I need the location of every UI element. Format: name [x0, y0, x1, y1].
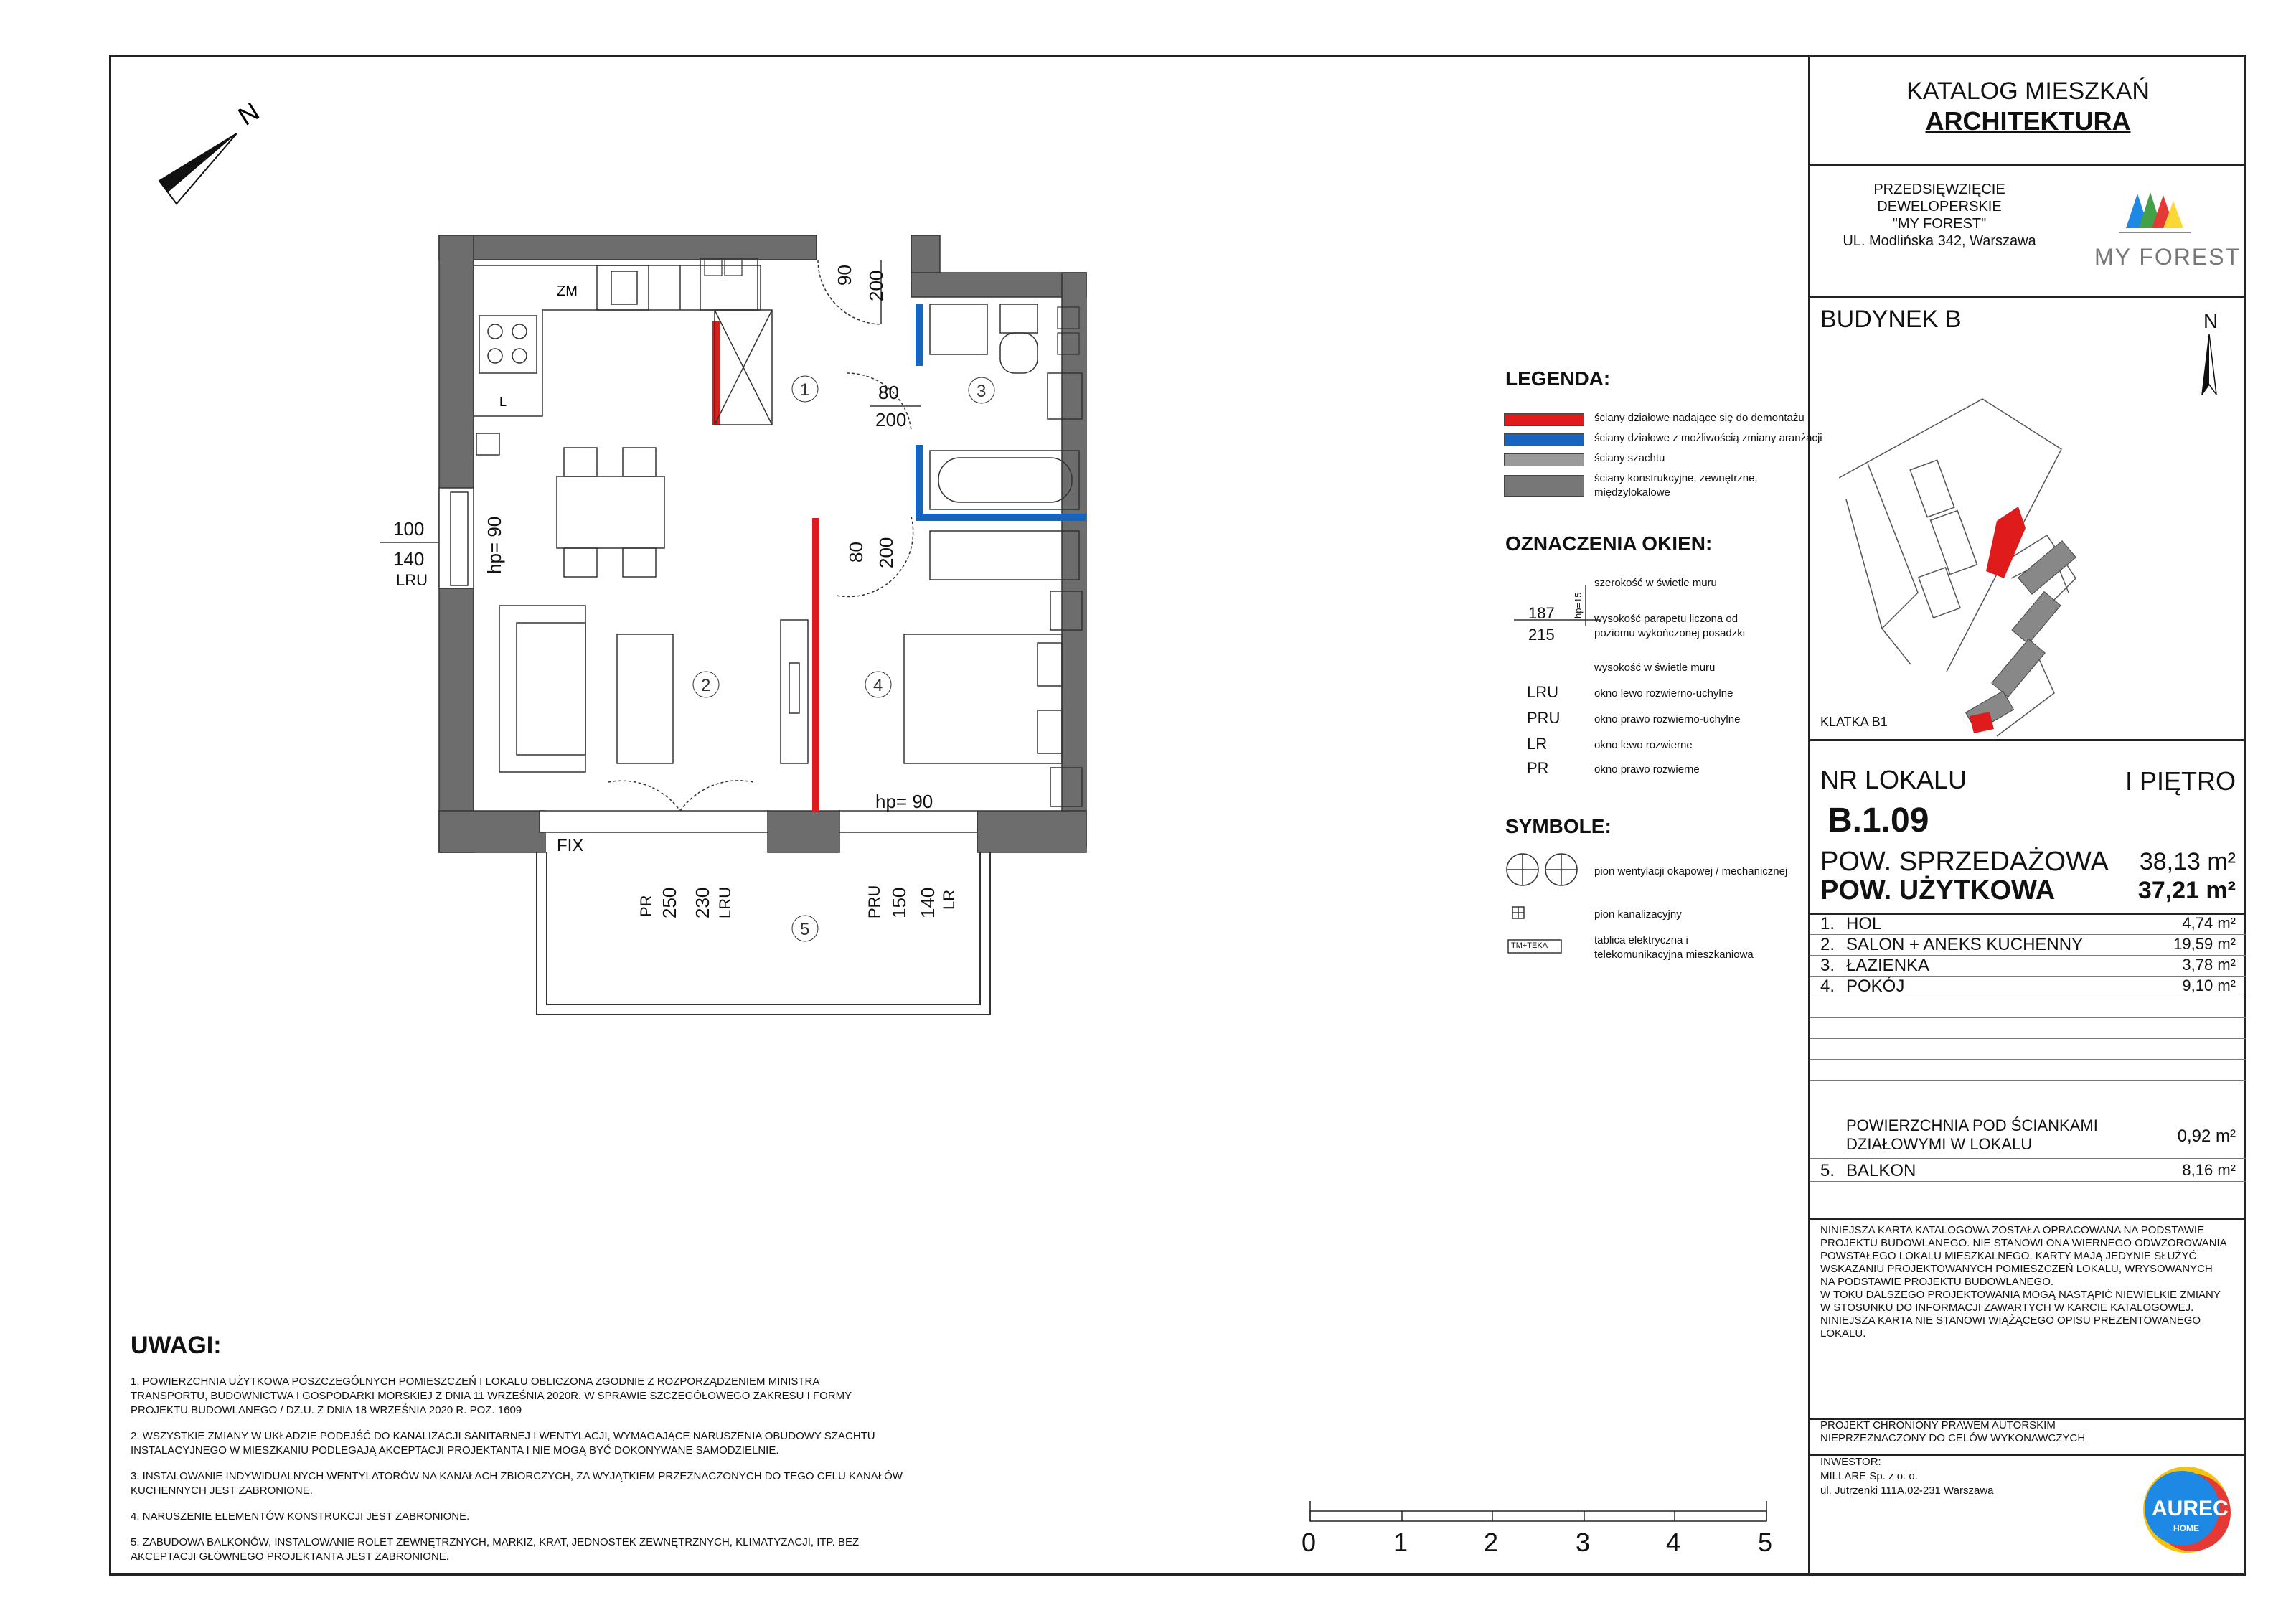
bed [904, 591, 1082, 806]
window-code-pru: PRU [1527, 709, 1561, 727]
site-map [1839, 392, 2226, 765]
catalog-subtitle: ARCHITEKTURA [1925, 106, 2131, 136]
window-diagram-icon [1514, 583, 1600, 654]
notes-title: UWAGI: [131, 1332, 222, 1359]
scale-labels [1302, 1528, 1772, 1557]
window-text-pru: okno prawo rozwierno-uchylne [1594, 713, 1741, 725]
svg-text:200: 200 [875, 537, 897, 568]
building-label: BUDYNEK B [1820, 306, 1962, 333]
window-num-top: 187 [1528, 604, 1555, 622]
window-text-lr: okno lewo rozwierne [1594, 739, 1693, 751]
aurec-logo-icon [2136, 1465, 2236, 1558]
notes-list [131, 1375, 903, 1564]
unit-floor: I PIĘTRO [2125, 766, 2236, 796]
room-row: 3. ŁAZIENKA 3,78 m² [1810, 956, 2246, 977]
svg-text:LRU: LRU [716, 886, 734, 918]
svg-text:100: 100 [393, 518, 425, 540]
svg-text:5: 5 [800, 920, 810, 939]
svg-text:4: 4 [1666, 1528, 1681, 1557]
symbol-sewer-text: pion kanalizacyjny [1594, 908, 1682, 921]
svg-text:3: 3 [1576, 1528, 1591, 1557]
note-5: 5. ZABUDOWA BALKONÓW, INSTALOWANIE ROLET ZEWNĘTRZNYCH, MARKIZ, KRAT, JEDNOSTEK ZEWNĘTRZNYCH, KLIMATYZACJI, ITP. BEZ AKCEPTACJI GŁÓWNEGO PROJEKTANTA JEST ZABRONIONE. [131, 1536, 860, 1563]
svg-text:80: 80 [878, 382, 899, 403]
note-2: 2. WSZYSTKIE ZMIANY W UKŁADZIE PODEJŚĆ DO KANALIZACJI SANITARNEJ I WENTYLACJI, WYMAGAJĄCE NARUSZENIA OBUDOWY SZACHTU INSTALACYJNEGO W MIESZKANIU PODLEGAJĄ AKCEPTACJI PROJEKTANTA I NIE MOGĄ BYĆ DOKONYWANE SAMODZIELNIE. [131, 1430, 875, 1457]
my-forest-logo-text: MY FOREST [2094, 244, 2241, 270]
svg-text:PRU: PRU [865, 885, 883, 918]
catalog-title: KATALOG MIESZKAŃ [1906, 77, 2150, 105]
legend-text-dark-2: międzylokalowe [1594, 486, 1670, 499]
dining-table [557, 448, 664, 577]
title-block [1808, 55, 2246, 1576]
rooms-table [1810, 914, 2246, 1081]
svg-text:80: 80 [845, 542, 867, 563]
scale-bar [1310, 1501, 1766, 1521]
legend-text-dark: ściany konstrukcyjne, zewnętrzne, [1594, 472, 1758, 484]
disclaimer: NINIEJSZA KARTA KATALOGOWA ZOSTAŁA OPRACOWANA NA PODSTAWIE PROJEKTU BUDOWLANEGO. NIE STANOWI ONA WIERNEGO ODWZOROWANIA POWSTAŁEGO LOKALU MIESZKALNEGO. KARTY MAJĄ JEDYNIE SŁUŻYĆ WSKAZANIU PROJEKTOWANYCH POMIESZCZEŃ LOKALU, WRYSOWANYCH NA PODSTAWIE PROJEKTU BUDOWLANEGO. W TOKU DALSZEGO PROJEKTOWANIA MOGĄ NASTĄPIĆ NIEWIELKIE ZMIANY W STOSUNKU DO INFORMACJI ZAWARTYCH W KARCIE KATALOGOWEJ. NINIEJSZA KARTA NIE STANOWI WIĄŻĄCEGO OPISU PREZENTOWANEGO LOKALU. [1820, 1224, 2227, 1340]
room-row: 4. POKÓJ 9,10 m² [1810, 977, 2246, 997]
stair-label: KLATKA B1 [1820, 715, 1888, 729]
svg-text:5: 5 [1758, 1528, 1773, 1557]
svg-text:4: 4 [873, 676, 883, 695]
building-north: N [2203, 310, 2219, 332]
svg-text:hp= 90: hp= 90 [875, 791, 933, 812]
window-text-pr: okno prawo rozwierne [1594, 763, 1700, 776]
symbol-vent-text: pion wentylacji okapowej / mechanicznej [1594, 865, 1788, 878]
window-code-lru: LRU [1527, 683, 1559, 701]
svg-text:1: 1 [800, 380, 810, 400]
sofa [499, 606, 808, 772]
usable-area-value: 37,21 m² [2137, 877, 2236, 904]
svg-text:AUREC: AUREC [2152, 1497, 2229, 1520]
windows-note-2: wysokość parapetu liczona od [1594, 613, 1739, 625]
svg-text:HOME: HOME [2173, 1523, 2199, 1533]
legend-text-blue: ściany działowe z możliwością zmiany aranżacji [1594, 432, 1822, 444]
note-4: 4. NARUSZENIE ELEMENTÓW KONSTRUKCJI JEST ZABRONIONE. [131, 1510, 470, 1523]
svg-text:140: 140 [393, 548, 425, 570]
svg-text:90: 90 [834, 265, 855, 286]
room-row: 2. SALON + ANEKS KUCHENNY 19,59 m² [1810, 935, 2246, 956]
svg-text:N: N [232, 96, 265, 131]
svg-text:140: 140 [917, 887, 938, 918]
symbol-board-tag: TM+TEKA [1511, 941, 1548, 950]
window-code-pr: PR [1527, 759, 1549, 777]
copyright-note: PROJEKT CHRONIONY PRAWEM AUTORSKIM NIEPRZEZNACZONY DO CELÓW WYKONAWCZYCH [1820, 1419, 2086, 1444]
balcony-name: BALKON [1846, 1161, 1916, 1180]
windows-note-1: szerokość w świetle muru [1594, 577, 1717, 589]
unit-nr-label: NR LOKALU [1820, 765, 1967, 794]
legend-swatch-red [1504, 413, 1584, 426]
svg-text:0: 0 [1302, 1528, 1317, 1557]
svg-text:1: 1 [1393, 1528, 1408, 1557]
room-row: 1. HOL 4,74 m² [1810, 914, 2246, 935]
doors [608, 260, 913, 811]
sales-area-label: POW. SPRZEDAŻOWA [1820, 847, 2109, 877]
svg-text:ZM: ZM [557, 283, 578, 299]
north-arrow-icon [159, 96, 264, 204]
sales-area-value: 38,13 m² [2139, 848, 2236, 875]
investor-info: INWESTOR: MILLARE Sp. z o. o. ul. Jutrzenki 111A,02-231 Warszawa [1820, 1456, 1994, 1497]
window-hp: hp=15 [1573, 592, 1584, 618]
symbols-title: SYMBOLE: [1505, 815, 1612, 837]
windows-note-3: wysokość w świetle muru [1594, 662, 1716, 674]
window-code-lr: LR [1527, 735, 1548, 753]
usable-area-label: POW. UŻYTKOWA [1820, 875, 2056, 905]
svg-text:230: 230 [692, 887, 713, 918]
unit-number: B.1.09 [1827, 801, 1929, 839]
balcony-area: 8,16 m² [2182, 1161, 2236, 1179]
svg-text:hp= 90: hp= 90 [484, 516, 505, 574]
svg-text:250: 250 [659, 887, 680, 918]
windows [451, 492, 977, 832]
kitchen-counter [474, 258, 772, 455]
legend-text-grey: ściany szachtu [1594, 452, 1665, 464]
windows-legend-title: OZNACZENIA OKIEN: [1505, 532, 1713, 555]
balcony-no: 5. [1820, 1161, 1835, 1180]
legend-swatch-grey [1504, 453, 1584, 466]
walls-area-label: POWIERZCHNIA POD ŚCIANKAMI DZIAŁOWYMI W LOKALU [1846, 1116, 2098, 1153]
legend-text-red: ściany działowe nadające się do demontażu [1594, 412, 1805, 424]
legend-title: LEGENDA: [1505, 367, 1611, 390]
windows-note-2b: poziomu wykończonej posadzki [1594, 627, 1746, 639]
symbol-board-text-2: telekomunikacyjna mieszkaniowa [1594, 949, 1754, 961]
balcony [537, 852, 990, 1015]
svg-text:FIX: FIX [557, 836, 584, 855]
svg-text:3: 3 [977, 382, 987, 401]
legend-swatch-dark [1504, 475, 1584, 497]
svg-text:150: 150 [888, 887, 910, 918]
svg-text:LRU: LRU [396, 571, 428, 589]
my-forest-logo-icon [2112, 188, 2198, 240]
svg-text:200: 200 [865, 270, 887, 301]
svg-text:2: 2 [701, 676, 711, 695]
svg-text:LR: LR [940, 889, 958, 910]
svg-text:2: 2 [1484, 1528, 1499, 1557]
project-info: PRZEDSIĘWZIĘCIE DEWELOPERSKIE "MY FOREST" UL. Modlińska 342, Warszawa [1843, 182, 2036, 249]
note-1: 1. POWIERZCHNIA UŻYTKOWA POSZCZEGÓLNYCH POMIESZCZEŃ I LOKALU OBLICZONA ZGODNIE Z ROZPORZĄDZENIEM MINISTRA TRANSPORTU, BUDOWNICTWA I GOSPODARKI MORSKIEJ Z DNIA 11 WRZEŚNIA 2020R. W SPRAWIE SZCZEGÓŁOWEGO ZAKRESU I FORMY PROJEKTU BUDOWLANEGO / DZ.U. Z DNIA 18 WRZEŚNIA 2020 R. POZ. 1609 [131, 1375, 852, 1416]
walls-area-value: 0,92 m² [2177, 1126, 2236, 1146]
svg-text:200: 200 [875, 409, 907, 431]
note-3: 3. INSTALOWANIE INDYWIDUALNYCH WENTYLATORÓW NA KANAŁACH ZBIORCZYCH, ZA WYJĄTKIEM PRZEZNACZONYCH DO TEGO CELU KANAŁÓW KUCHENNYCH JEST ZABRONIONE. [131, 1470, 903, 1497]
svg-text:PR: PR [637, 895, 655, 917]
window-num-bottom: 215 [1528, 626, 1555, 644]
legend-swatch-blue [1504, 433, 1584, 446]
bathroom-fixtures [930, 304, 1082, 580]
window-text-lru: okno lewo rozwierno-uchylne [1594, 687, 1733, 700]
symbol-board-text: tablica elektryczna i [1594, 934, 1688, 946]
svg-text:L: L [499, 395, 507, 409]
north-arrow-small-icon [2195, 334, 2224, 399]
